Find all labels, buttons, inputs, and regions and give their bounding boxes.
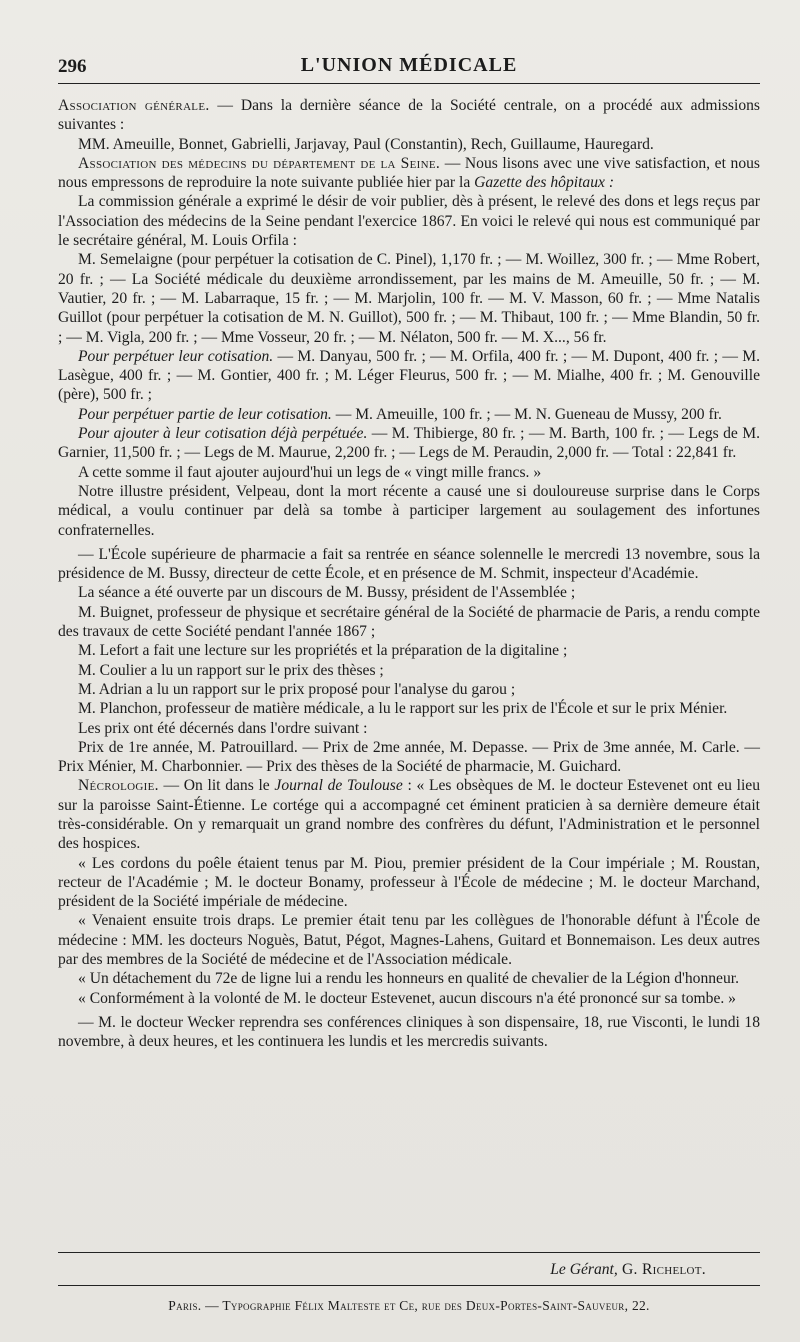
journal-title: Gazette des hôpitaux : (474, 174, 615, 192)
paragraph (58, 545, 760, 584)
paragraph-text: : « Les obsèques de M. le docteur Estevenet ont eu lieu sur la paroisse Saint-Étienne. Le cortége qui a accompagné cet éminent praticien à sa dernière demeure était très-considérable. On y remarquait un grand nombre des confrères du défunt, l'Administration et le personnel des hospices. (58, 777, 760, 853)
paragraph (58, 482, 760, 540)
paragraph-text: M. Semelaigne (pour perpétuer la cotisation de C. Pinel), 1,170 fr. ; — M. Woillez, 300 fr. ; — Mme Robert, 20 fr. ; — La Société médicale du deuxième arrondissement, par les mains de M. Ameuille, 50 fr. ; — M. Vautier, 20 fr. ; — M. Labarraque, 15 fr. ; — M. Marjolin, 100 fr. — M. V. Masson, 60 fr. ; — Mme Natalis Guillot (pour perpétuer la cotisation de M. N. Guillot), 500 fr. ; — M. Thibaut, 100 fr. ; — Mme Blandin, 50 fr. ; — M. Vigla, 200 fr. ; — Mme Vosseur, 20 fr. ; — M. Nélaton, 500 fr. — M. X..., 56 fr. (58, 251, 760, 346)
paragraph-text: A cette somme il faut ajouter aujourd'hui un legs de « vingt mille francs. » (78, 463, 542, 481)
paragraph-text: « Conformément à la volonté de M. le docteur Estevenet, aucun discours n'a été prononcé sur sa tombe. » (78, 989, 736, 1007)
section-label: Association des médecins du département de la Seine. (78, 154, 441, 172)
printer-text: — Typographie Félix Malteste et Ce, rue des Deux-Portes-Saint-Sauveur, 22. (201, 1298, 650, 1313)
paragraph (58, 989, 760, 1008)
printer-rule (58, 1285, 760, 1286)
footer-rule (58, 1252, 760, 1253)
paragraph-text: Notre illustre président, Velpeau, dont la mort récente a causé une si douloureuse surprise dans le Corps médical, a voulu continuer par delà sa tombe à participer largement au soulagement des infortunes confraternelles. (58, 482, 760, 539)
paragraph (58, 347, 760, 405)
paragraph-text: Les prix ont été décernés dans l'ordre suivant : (78, 719, 368, 737)
paragraph-text: « Venaient ensuite trois draps. Le premier était tenu par les collègues de l'honorable défunt à l'École de médecine : MM. les docteurs Noguès, Batut, Pégot, Magnes-Lahens, Guitard et Bonnemaison. Les deux autres par des membres de la Société de médecine et de l'Association médicale. (58, 912, 760, 969)
paragraph (58, 463, 760, 482)
paragraph (58, 154, 760, 193)
paragraph-text: La séance a été ouverte par un discours de M. Bussy, président de l'Assemblée ; (78, 584, 576, 602)
article-body (58, 96, 760, 1052)
paragraph (58, 661, 760, 680)
paragraph-text: — Dans la dernière séance de la Société centrale, on a procédé aux admissions suivantes : (58, 97, 760, 134)
paragraph (58, 250, 760, 346)
paragraph-text: M. Buignet, professeur de physique et secrétaire général de la Société de pharmacie de Paris, a rendu compte des travaux de cette Société pendant l'année 1867 ; (58, 603, 760, 641)
paragraph-text: — L'École supérieure de pharmacie a fait sa rentrée en séance solennelle le mercredi 13 novembre, sous la présidence de M. Bussy, directeur de cette École, et en présence de M. Schmit, inspecteur d'Académie. (58, 545, 760, 583)
paragraph-text: — Nous lisons avec une vive satisfaction, et nous nous empressons de reproduire la note suivante publiée hier par la (58, 154, 760, 192)
paragraph-text: — M. Ameuille, 100 fr. ; — M. N. Gueneau de Mussy, 200 fr. (331, 405, 722, 423)
page-header (58, 50, 760, 86)
paragraph (58, 911, 760, 969)
paragraph (58, 405, 760, 424)
paragraph-text: M. Planchon, professeur de matière médicale, a lu le rapport sur les prix de l'École et sur le prix Ménier. (78, 700, 728, 718)
paragraph-text: « Les cordons du poêle étaient tenus par M. Piou, premier président de la Cour impériale ; M. Roustan, recteur de l'Académie ; M. le docteur Bonamy, professeur à l'École de médecine ; M. le docteur Marchand, président de la Société impériale de médecine. (58, 854, 760, 911)
italic-lead: Pour ajouter à leur cotisation déjà perpétuée. (78, 425, 368, 443)
paragraph (58, 135, 760, 154)
manager-name: G. Richelot. (617, 1261, 706, 1278)
running-title: L'UNION MÉDICALE (300, 54, 518, 76)
paragraph (58, 969, 760, 988)
page-number: 296 (58, 56, 87, 77)
paragraph (58, 96, 760, 135)
manager-label: Le Gérant, (550, 1261, 618, 1278)
paragraph (58, 603, 760, 642)
section-label: Association générale. (58, 97, 210, 114)
paragraph-text: « Un détachement du 72e de ligne lui a rendu les honneurs en qualité de chevalier de la Légion d'honneur. (78, 970, 739, 988)
printer-city: Paris. (168, 1298, 202, 1313)
paragraph (58, 583, 760, 602)
page-footer (58, 1252, 760, 1314)
italic-lead: Pour perpétuer partie de leur cotisation. (78, 405, 332, 423)
paragraph (58, 776, 760, 853)
paragraph-text: MM. Ameuille, Bonnet, Gabrielli, Jarjavay, Paul (Constantin), Rech, Guillaume, Hauregard. (78, 135, 654, 153)
paragraph-text: — M. Thibierge, 80 fr. ; — M. Barth, 100 fr. ; — Legs de M. Garnier, 11,500 fr. ; — Legs de M. Maurue, 2,200 fr. ; — Legs de M. Peraudin, 2,000 fr. — Total : 22,841 fr. (58, 425, 760, 462)
paragraph (58, 641, 760, 660)
paragraph-text: La commission générale a exprimé le désir de voir publier, dès à présent, le relevé des dons et legs reçus par l'Association des médecins de la Seine pendant l'exercice 1867. En voici le relevé qui nous est communiqué par le secrétaire général, M. Louis Orfila : (58, 193, 760, 250)
paragraph (58, 424, 760, 463)
paragraph-text: M. Lefort a fait une lecture sur les propriétés et la préparation de la digitaline ; (78, 642, 568, 660)
paragraph-text: M. Coulier a lu un rapport sur le prix des thèses ; (78, 661, 384, 679)
section-label: Nécrologie. (78, 777, 159, 795)
paragraph (58, 854, 760, 912)
paragraph-text: — M. Danyau, 500 fr. ; — M. Orfila, 400 fr. ; — M. Dupont, 400 fr. ; — M. Lasègue, 400 fr. ; — M. Gontier, 400 fr. ; M. Léger Fleurus, 500 fr. ; — M. Mialhe, 400 fr. ; M. Genouville (père), 500 fr. ; (58, 347, 761, 404)
italic-lead: Pour perpétuer leur cotisation. (78, 347, 274, 365)
manager-signature (58, 1261, 760, 1279)
paragraph-text: — M. le docteur Wecker reprendra ses conférences cliniques à son dispensaire, 18, rue Visconti, le lundi 18 novembre, à deux heures, et les continuera les lundis et les mercredis suivants. (58, 1013, 760, 1051)
paragraph (58, 1013, 760, 1052)
journal-title: Journal de Toulouse (274, 777, 403, 795)
paragraph (58, 699, 760, 718)
header-rule (58, 83, 760, 84)
paragraph (58, 680, 760, 699)
paragraph-text: — On lit dans le (158, 777, 275, 795)
paragraph (58, 719, 760, 738)
paragraph-text: Prix de 1re année, M. Patrouillard. — Prix de 2me année, M. Depasse. — Prix de 3me année, M. Carle. — Prix Ménier, M. Charbonnier. — Prix des thèses de la Société de pharmacie, M. Guichard. (58, 738, 760, 776)
printer-imprint (58, 1298, 760, 1314)
paragraph-text: M. Adrian a lu un rapport sur le prix proposé pour l'analyse du garou ; (78, 680, 516, 698)
paragraph (58, 192, 760, 250)
paragraph (58, 738, 760, 777)
